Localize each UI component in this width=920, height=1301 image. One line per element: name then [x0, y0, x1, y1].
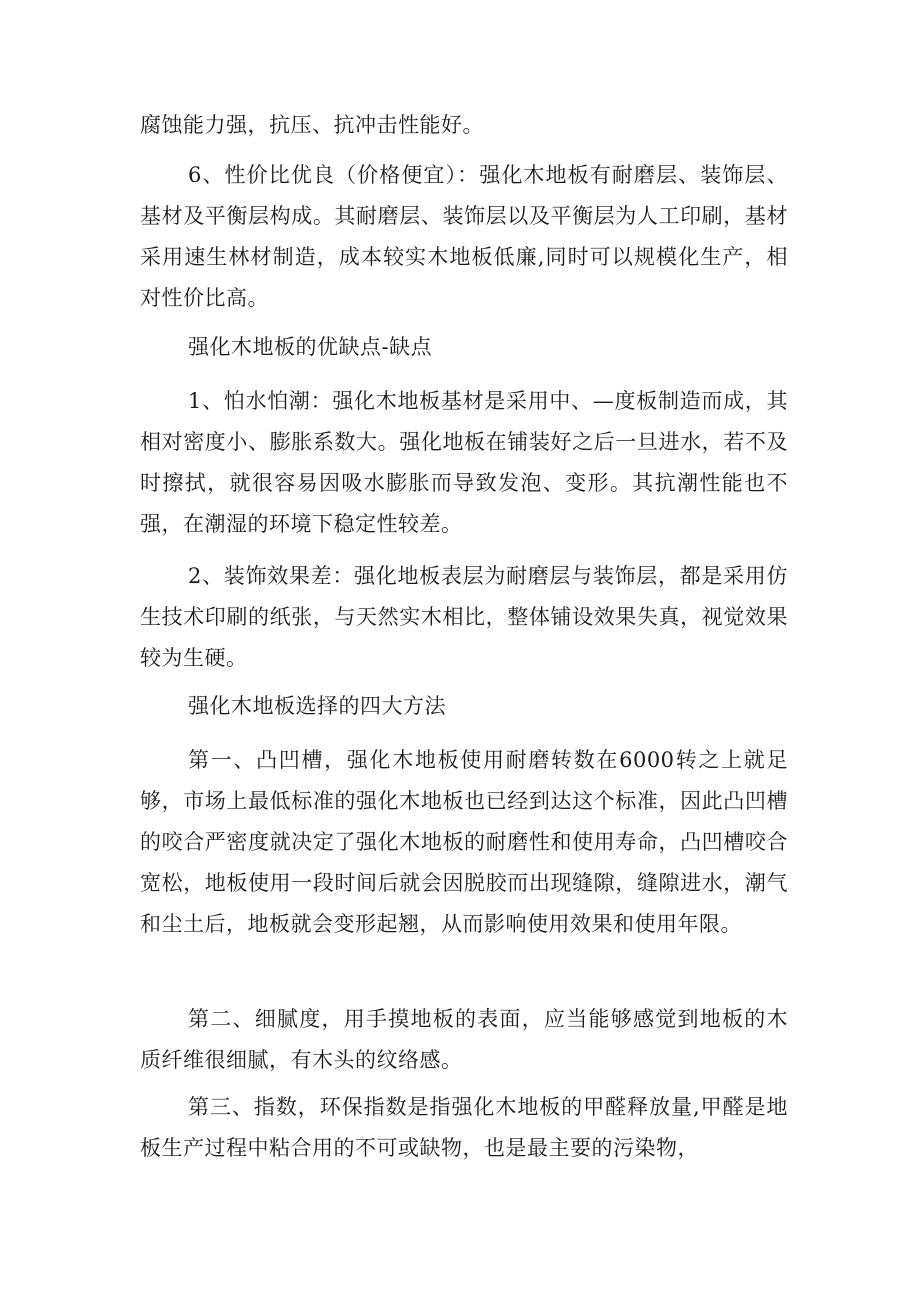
paragraph-decoration: 2、装饰效果差：强化地板表层为耐磨层与装饰层，都是采用仿生技术印刷的纸张，与天然实木相比，整体铺设效果失真，视觉效果较为生硬。: [140, 564, 788, 670]
section-heading-disadvantages: 强化木地板的优缺点-缺点: [188, 335, 433, 359]
paragraph-fineness: 第二、细腻度，用手摸地板的表面，应当能够感觉到地板的木质纤维很细腻，有木头的纹络感。: [140, 1007, 788, 1072]
paragraph-index: 第三、指数，环保指数是指强化木地板的甲醛释放量,甲醛是地板生产过程中粘合用的不可或缺物，也是最主要的污染物，: [140, 1095, 788, 1160]
paragraph-moisture: 1、怕水怕潮：强化木地板基材是采用中、—度板制造而成，其相对密度小、膨胀系数大。强化地板在铺装好之后一旦进水，若不及时擦拭，就很容易因吸水膨胀而导致发泡、变形。其抗潮性能也不强，在潮湿的环境下稳定性较差。: [140, 389, 788, 536]
paragraph-cost-performance: 6、性价比优良（价格便宜）：强化木地板有耐磨层、装饰层、基材及平衡层构成。其耐磨层、装饰层以及平衡层为人工印刷，基材采用速生林材制造，成本较实木地板低廉,同时可以规模化生产，相对性价比高。: [140, 163, 788, 310]
section-heading-selection: 强化木地板选择的四大方法: [188, 694, 446, 718]
paragraph-continuation: 腐蚀能力强，抗压、抗冲击性能好。: [140, 113, 484, 137]
paragraph-groove: 第一、凸凹槽，强化木地板使用耐磨转数在6000转之上就足够，市场上最低标准的强化木地板也已经到达这个标准，因此凸凹槽的咬合严密度就决定了强化木地板的耐磨性和使用寿命，凸凹槽咬合宽松，地板使用一段时间后就会因脱胶而出现缝隙，缝隙进水，潮气和尘土后，地板就会变形起翘，从而影响使用效果和使用年限。: [140, 748, 788, 936]
